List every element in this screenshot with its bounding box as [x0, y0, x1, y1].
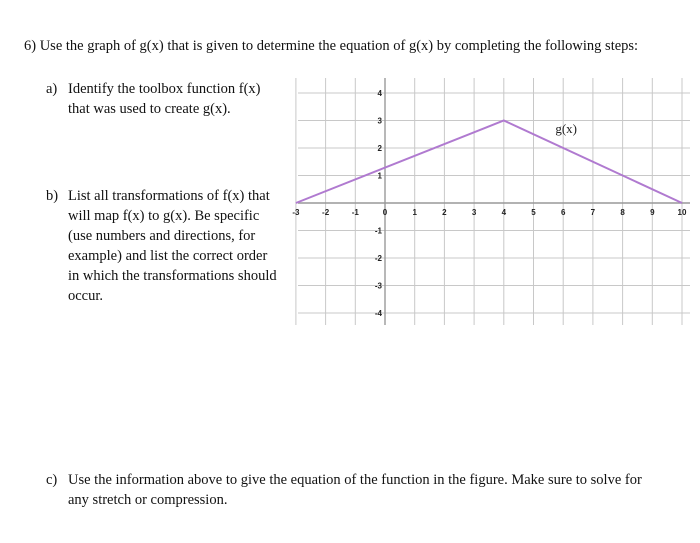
x-tick-label: -2 — [322, 208, 330, 217]
part-b-line: example) and list the correct order — [68, 248, 268, 264]
x-tick-label: 10 — [677, 208, 687, 217]
x-tick-label: 7 — [590, 208, 596, 217]
part-b-line: List all transformations of f(x) that — [68, 188, 270, 204]
y-tick-label: -4 — [374, 309, 382, 318]
y-tick-label: 3 — [377, 116, 382, 126]
x-tick-label: 0 — [382, 208, 388, 217]
x-tick-label: -1 — [351, 208, 359, 217]
y-tick-label: -2 — [374, 254, 382, 263]
question-title: 6) Use the graph of g(x) that is given to determine the equation of g(x) by completing the following steps: — [24, 38, 639, 54]
x-tick-label: 5 — [531, 208, 536, 217]
part-c-line: any stretch or compression. — [68, 492, 228, 508]
x-tick-label: 1 — [412, 208, 417, 217]
part-a-line: Identify the toolbox function f(x) — [68, 81, 261, 97]
x-tick-label: 3 — [471, 208, 477, 217]
part-b-line: in which the transformations should — [68, 268, 277, 284]
y-tick-label: -1 — [374, 226, 382, 236]
x-tick-label: 6 — [560, 208, 566, 217]
part-b-line: occur. — [68, 288, 104, 304]
y-tick-label: 4 — [377, 89, 382, 98]
y-tick-label: 2 — [377, 144, 382, 153]
x-tick-label: 8 — [620, 208, 625, 217]
series-line — [296, 121, 682, 204]
part-c-line: Use the information above to give the equation of the function in the figure. Make sure to solve for — [68, 472, 642, 488]
part-a-line: that was used to create g(x). — [68, 101, 231, 117]
series-label: g(x) — [555, 120, 578, 136]
part-b-label: b) — [46, 188, 59, 204]
x-tick-label: -3 — [292, 208, 300, 217]
part-b-line: will map f(x) to g(x). Be specific — [68, 208, 260, 224]
part-a-label: a) — [46, 81, 58, 97]
part-b-line: (use numbers and directions, for — [68, 228, 256, 244]
x-tick-label: 9 — [650, 208, 655, 217]
y-tick-label: -3 — [374, 281, 382, 291]
y-tick-label: 1 — [377, 171, 382, 181]
part-c-label: c) — [46, 472, 58, 488]
x-tick-label: 4 — [501, 208, 507, 217]
x-tick-label: 2 — [442, 208, 447, 217]
